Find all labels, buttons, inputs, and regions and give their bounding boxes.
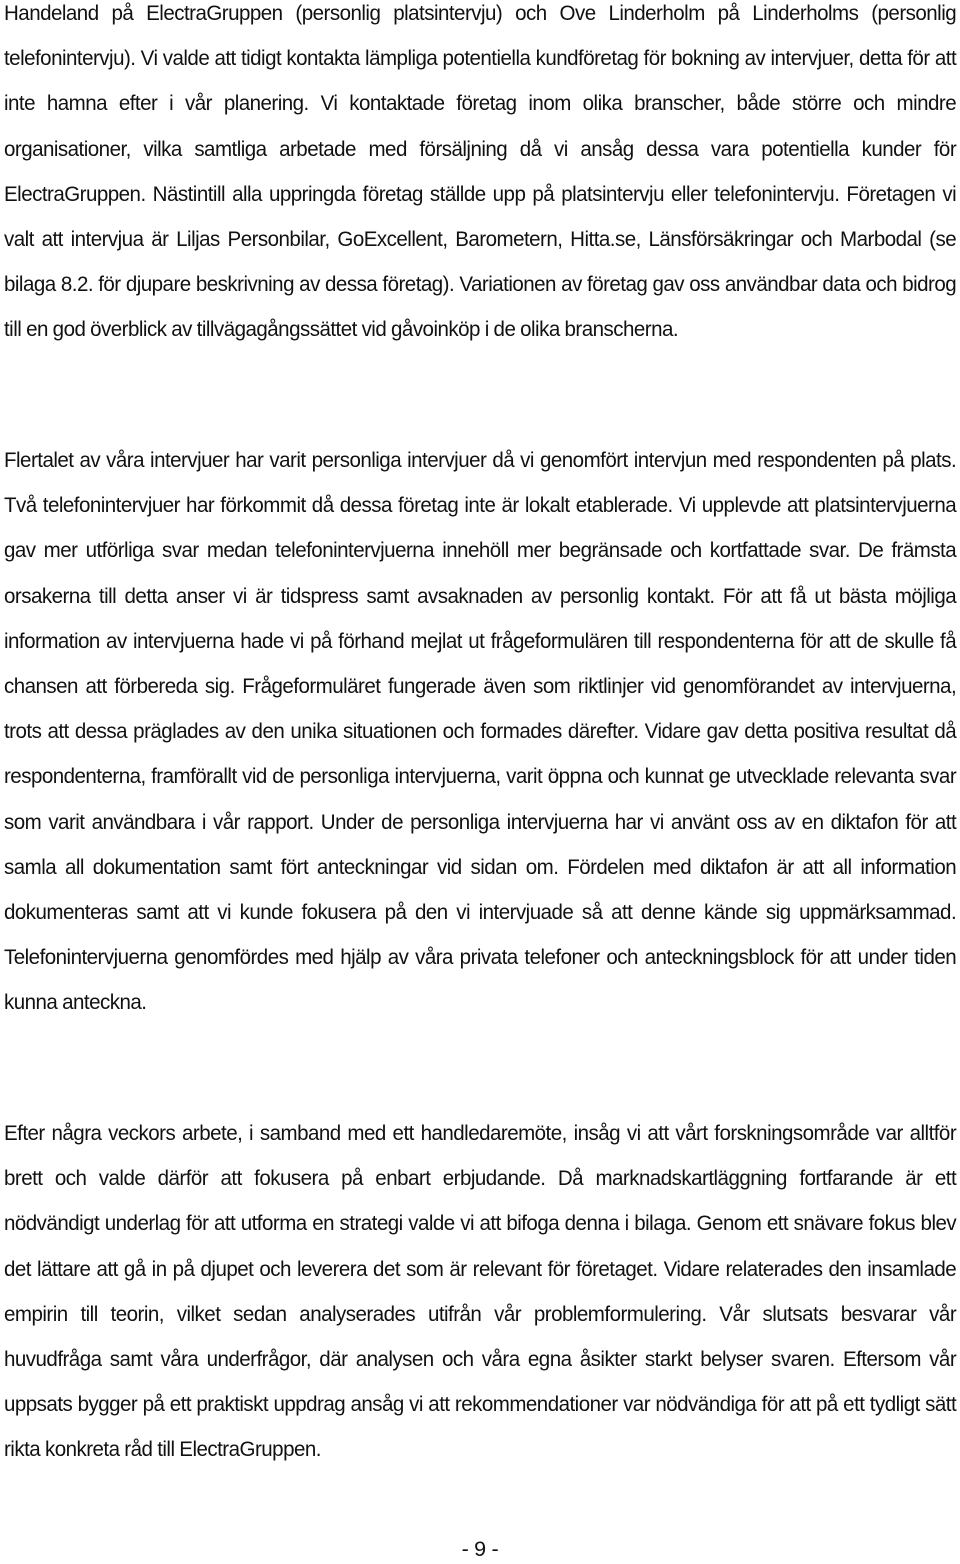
- page-number: - 9 -: [461, 1537, 499, 1561]
- paragraph-intervjuform: Flertalet av våra intervjuer har varit personliga intervjuer då vi genomfört intervjun med respondenten på plats. Två telefonintervjuer har förkommit då dessa företag inte är lokalt etablerade. Vi upplevde att platsintervjuerna gav mer utförliga svar medan telefonintervjuerna innehöll mer begränsade och kortfattade svar. De främsta orsakerna till detta anser vi är tidspress samt avsaknaden av personlig kontakt. För att få ut bästa möjliga information av intervjuerna hade vi på förhand mejlat ut frågeformulären till respondenterna för att de skulle få chansen att förbereda sig. Frågeformuläret fungerade även som riktlinjer vid genomförandet av intervjuerna, trots att dessa präglades av den unika situationen och formades därefter. Vidare gav detta positiva resultat då respondenterna, framförallt vid de personliga intervjuerna, varit öppna och kunnat ge utvecklade relevanta svar som varit användbara i vår rapport. Under de personliga intervjuerna har vi använt oss av en diktafon för att samla all dokumentation samt fört anteckningar vid sidan om. Fördelen med diktafon är att all information dokumenteras samt att vi kunde fokusera på den vi intervjuade så att denne kände sig uppmärksammad. Telefonintervjuerna genomfördes med hjälp av våra privata telefoner och anteckningsblock för att under tiden kunna anteckna.: [4, 448, 957, 1015]
- paragraph-intervjuer-kontakt: Handeland på ElectraGruppen (personlig platsintervju) och Ove Linderholm på Linderholms (personlig telefonintervju). Vi valde att tidigt kontakta lämpliga potentiella kundföretag för bokning av intervjuer, detta för att inte hamna efter i vår planering. Vi kontaktade företag inom olika branscher, både större och mindre organisationer, vilka samtliga arbetade med försäljning då vi ansåg dessa vara potentiella kunder för ElectraGruppen. Nästintill alla uppringda företag ställde upp på platsintervju eller telefonintervju. Företagen vi valt att intervjua är Liljas Personbilar, GoExcellent, Barometern, Hitta.se, Länsförsäkringar och Marbodal (se bilaga 8.2. för djupare beskrivning av dessa företag). Variationen av företag gav oss användbar data och bidrog till en god överblick av tillvägagångssättet vid gåvoinköp i de olika branscherna.: [4, 1, 957, 342]
- paragraph-fokus-erbjudande: Efter några veckors arbete, i samband med ett handledaremöte, insåg vi att vårt forskningsområde var alltför brett och valde därför att fokusera på enbart erbjudande. Då marknadskartläggning fortfarande är ett nödvändigt underlag för att utforma en strategi valde vi att bifoga denna i bilaga. Genom ett snävare fokus blev det lättare att gå in på djupet och leverera det som är relevant för företaget. Vidare relaterades den insamlade empirin till teorin, vilket sedan analyserades utifrån vår problemformulering. Vår slutsats besvarar vår huvudfråga samt våra underfrågor, där analysen och våra egna åsikter starkt belyser svaren. Eftersom vår uppsats bygger på ett praktiskt uppdrag ansåg vi att rekommendationer var nödvändiga för att på ett tydligt sätt rikta konkreta råd till ElectraGruppen.: [4, 1121, 957, 1462]
